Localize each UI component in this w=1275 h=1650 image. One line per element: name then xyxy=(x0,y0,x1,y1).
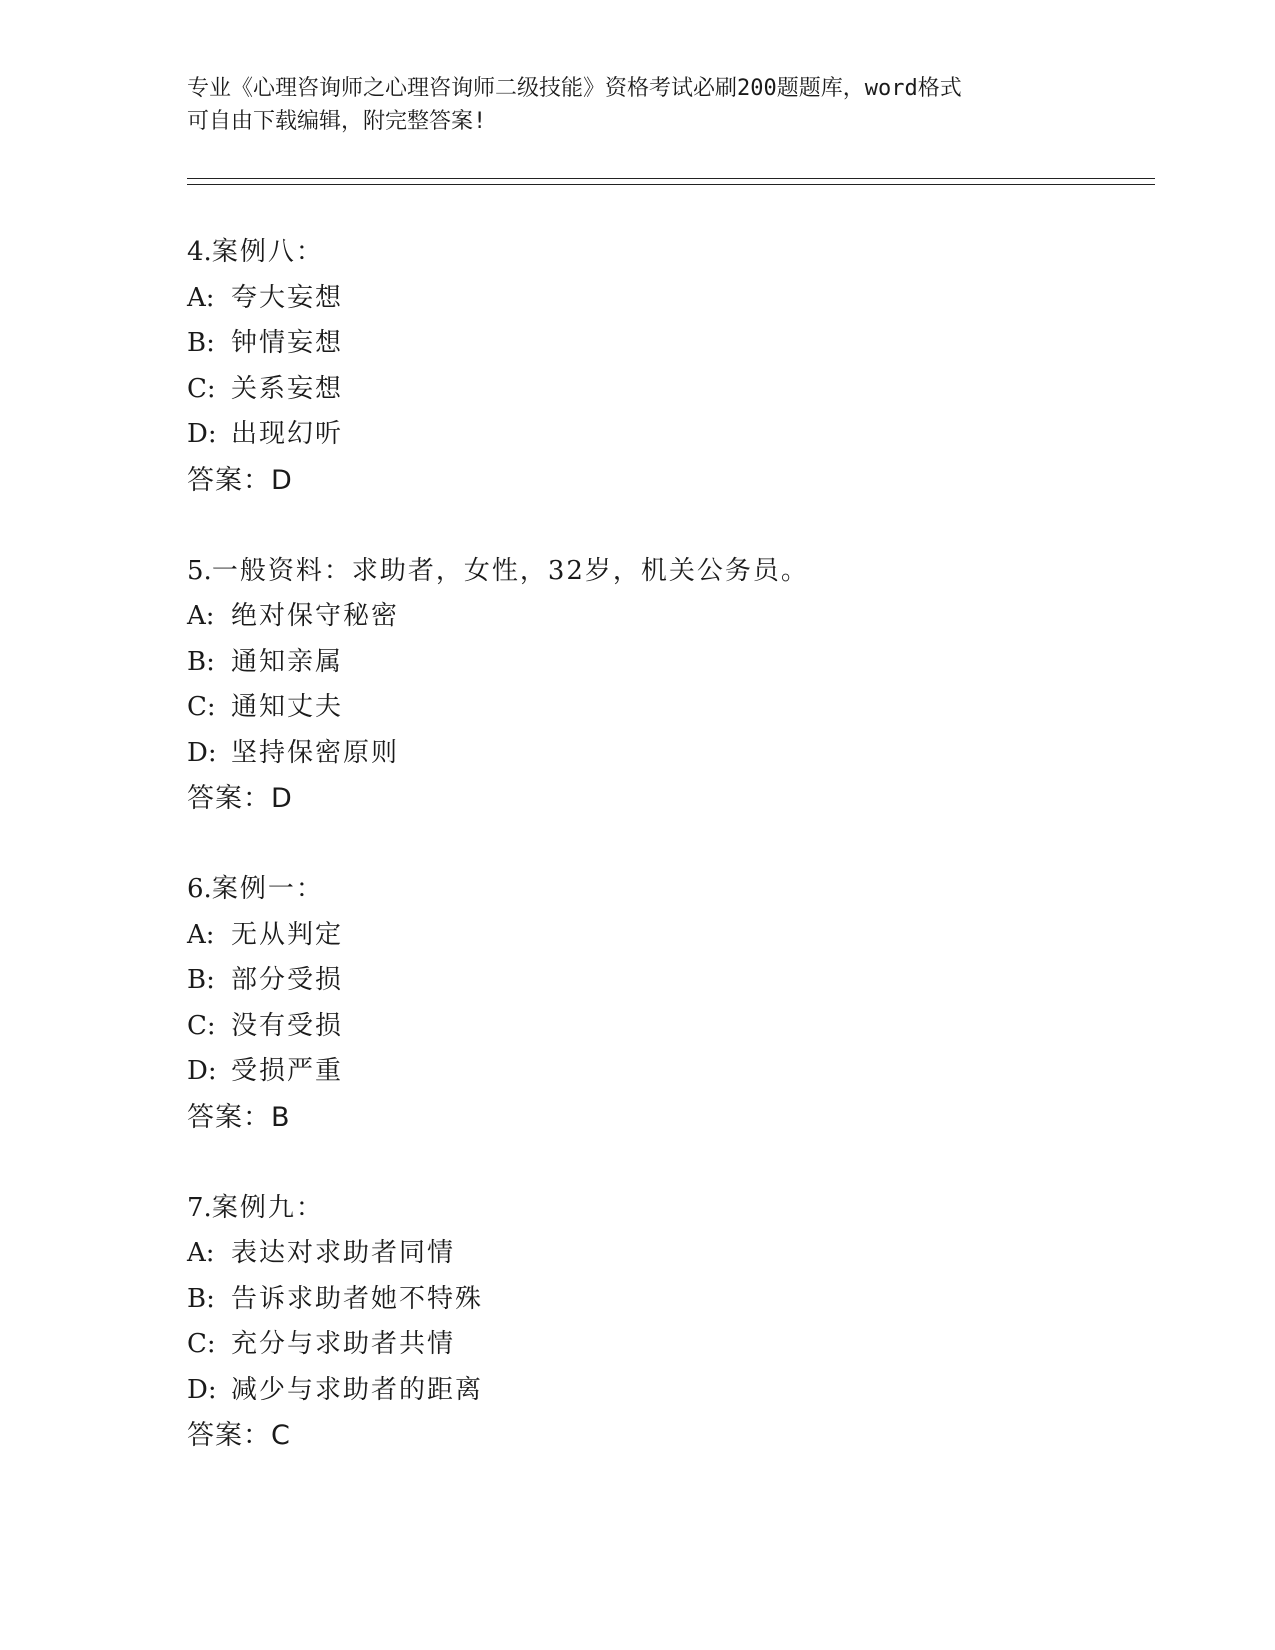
answer-value: B xyxy=(271,1101,290,1133)
answer-value: C xyxy=(271,1420,290,1451)
document-header xyxy=(187,72,1087,138)
answer-line xyxy=(187,1095,1147,1141)
option-letter: A: xyxy=(187,1238,215,1268)
option-text: 通知亲属 xyxy=(231,646,344,677)
option-text: 部分受损 xyxy=(231,965,344,995)
option-a xyxy=(187,1231,1147,1277)
question-stem xyxy=(187,230,1147,276)
option-text: 通知丈夫 xyxy=(231,692,344,722)
option-a xyxy=(187,913,1147,959)
header-line-2: 可自由下载编辑，附完整答案! xyxy=(187,109,487,134)
option-c xyxy=(187,367,1147,413)
question-stem xyxy=(187,867,1147,913)
option-c xyxy=(187,1322,1147,1368)
header-line-1: 专业《心理咨询师之心理咨询师二级技能》资格考试必刷200题题库，word格式 xyxy=(187,76,962,101)
option-text: 没有受损 xyxy=(231,1010,344,1041)
question-number: 4. xyxy=(187,237,212,267)
question-list xyxy=(187,230,1147,1504)
question-7 xyxy=(187,1186,1147,1460)
option-letter: D: xyxy=(187,1374,217,1405)
question-number: 7. xyxy=(187,1192,212,1223)
option-letter: B: xyxy=(187,328,215,358)
option-d xyxy=(187,731,1147,777)
option-text: 夸大妄想 xyxy=(231,282,344,313)
question-stem xyxy=(187,1186,1147,1232)
option-text: 坚持保密原则 xyxy=(231,737,400,768)
option-letter: A: xyxy=(187,601,215,631)
answer-label: 答案： xyxy=(187,1420,271,1451)
option-letter: C: xyxy=(187,1010,216,1041)
option-text: 关系妄想 xyxy=(231,373,344,404)
option-text: 钟情妄想 xyxy=(231,328,344,358)
option-text: 充分与求助者共情 xyxy=(231,1329,456,1359)
answer-value: D xyxy=(271,464,292,496)
option-b xyxy=(187,958,1147,1004)
option-d xyxy=(187,1049,1147,1095)
answer-label: 答案： xyxy=(187,464,271,496)
option-text: 无从判定 xyxy=(231,919,344,950)
option-d xyxy=(187,1368,1147,1414)
option-c xyxy=(187,1004,1147,1050)
answer-value: D xyxy=(271,783,292,814)
option-letter: A: xyxy=(187,919,215,950)
option-b xyxy=(187,321,1147,367)
option-letter: A: xyxy=(187,282,215,313)
question-6 xyxy=(187,867,1147,1141)
option-letter: D: xyxy=(187,419,217,449)
option-text: 告诉求助者她不特殊 xyxy=(231,1283,484,1314)
question-stem xyxy=(187,549,1147,595)
option-letter: C: xyxy=(187,373,216,404)
question-5 xyxy=(187,549,1147,823)
header-divider-bottom xyxy=(187,184,1155,185)
option-letter: B: xyxy=(187,965,215,995)
question-number: 5. xyxy=(187,555,212,586)
answer-label: 答案： xyxy=(187,1101,271,1133)
option-text: 受损严重 xyxy=(231,1056,344,1086)
option-d xyxy=(187,412,1147,458)
option-letter: D: xyxy=(187,1056,217,1086)
option-b xyxy=(187,1277,1147,1323)
option-letter: B: xyxy=(187,646,215,677)
option-text: 减少与求助者的距离 xyxy=(231,1374,484,1405)
answer-label: 答案： xyxy=(187,783,271,814)
header-divider-top xyxy=(187,178,1155,179)
option-letter: C: xyxy=(187,1329,216,1359)
option-b xyxy=(187,640,1147,686)
question-number: 6. xyxy=(187,874,212,904)
option-a xyxy=(187,594,1147,640)
option-text: 出现幻听 xyxy=(231,419,344,449)
option-letter: D: xyxy=(187,737,217,768)
question-text: 案例九： xyxy=(211,1192,324,1223)
question-text: 案例一： xyxy=(211,874,324,904)
option-letter: B: xyxy=(187,1283,215,1314)
answer-line xyxy=(187,1413,1147,1459)
option-c xyxy=(187,685,1147,731)
option-text: 表达对求助者同情 xyxy=(231,1238,456,1268)
option-letter: C: xyxy=(187,692,216,722)
question-text: 案例八： xyxy=(211,237,324,267)
answer-line xyxy=(187,776,1147,822)
option-a xyxy=(187,276,1147,322)
question-text: 一般资料：求助者，女性，32岁，机关公务员。 xyxy=(211,555,809,586)
answer-line xyxy=(187,458,1147,504)
option-text: 绝对保守秘密 xyxy=(231,601,400,631)
question-4 xyxy=(187,230,1147,504)
